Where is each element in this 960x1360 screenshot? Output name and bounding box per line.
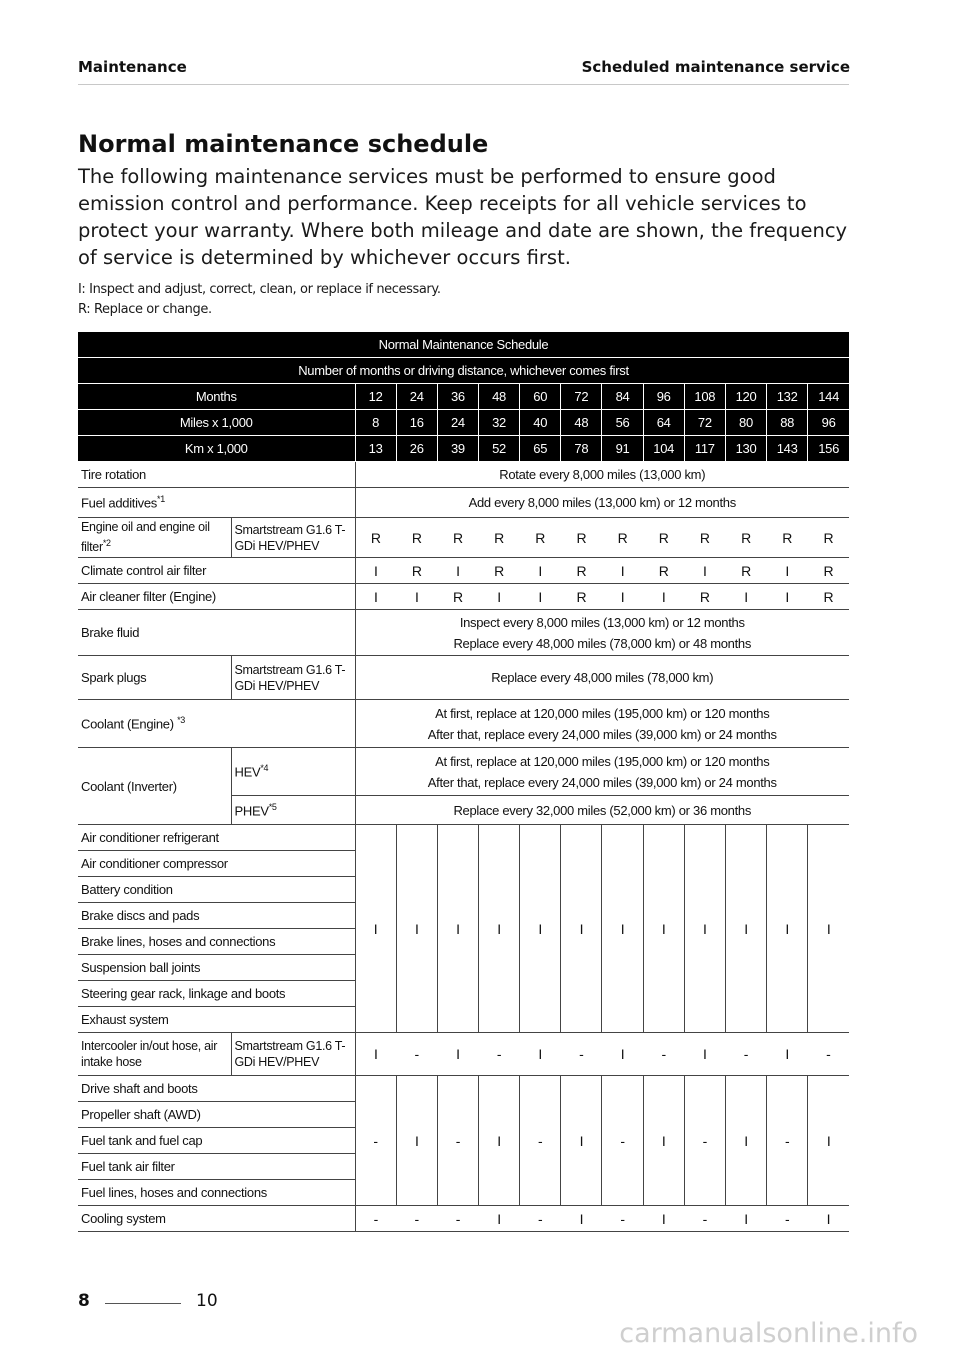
schedule-cell: I	[437, 558, 478, 584]
months-row	[78, 384, 849, 410]
schedule-cell: R	[684, 518, 725, 558]
table-row	[78, 488, 849, 518]
schedule-cell: R	[396, 558, 437, 584]
row-label: Suspension ball joints	[78, 955, 355, 981]
table-row	[78, 700, 849, 748]
schedule-cell: I	[520, 825, 561, 1033]
schedule-cell: R	[561, 558, 602, 584]
schedule-cell: -	[602, 1206, 643, 1232]
schedule-cell: R	[808, 558, 849, 584]
row-text: Rotate every 8,000 miles (13,000 km)	[355, 462, 849, 488]
row-label: Brake discs and pads	[78, 903, 355, 929]
schedule-cell: -	[808, 1033, 849, 1076]
schedule-cell: R	[808, 584, 849, 610]
schedule-cell: I	[355, 584, 396, 610]
row-label: Brake lines, hoses and connections	[78, 929, 355, 955]
table-row	[78, 518, 849, 558]
month-cell: 108	[684, 384, 725, 410]
km-cell: 130	[725, 436, 766, 462]
schedule-cell: I	[808, 825, 849, 1033]
schedule-cell: -	[684, 1206, 725, 1232]
schedule-cell: -	[767, 1206, 808, 1232]
miles-cell: 24	[437, 410, 478, 436]
month-cell: 96	[643, 384, 684, 410]
schedule-cell: I	[767, 825, 808, 1033]
footnote-marker: *4	[260, 763, 269, 774]
schedule-cell: I	[725, 1206, 766, 1232]
table-row	[78, 610, 849, 656]
miles-cell: 80	[725, 410, 766, 436]
schedule-cell: I	[602, 584, 643, 610]
row-label: Spark plugs	[78, 656, 231, 700]
row-text-line: Replace every 48,000 miles (78,000 km) or 48 months	[453, 635, 752, 651]
schedule-cell: -	[520, 1206, 561, 1232]
schedule-cell: I	[520, 1033, 561, 1076]
schedule-cell: I	[725, 1076, 766, 1206]
table-row	[78, 1206, 849, 1232]
intro-paragraph: The following maintenance services must be performed to ensure good emission control and performance. Keep receipts for all vehicle services to protect your warranty. Where both mileage and date are shown, the frequency of service is determined by whichever occurs first.	[78, 165, 848, 269]
footnote-marker: *1	[157, 494, 165, 505]
row-label: Coolant (Engine) $^{*3}$	[78, 700, 355, 748]
schedule-cell: I	[643, 825, 684, 1033]
schedule-cell: I	[767, 584, 808, 610]
row-text	[355, 748, 849, 796]
schedule-cell: -	[643, 1033, 684, 1076]
schedule-cell: I	[520, 584, 561, 610]
footnote-marker: *3	[177, 715, 185, 726]
schedule-cell: R	[643, 518, 684, 558]
row-label: Fuel tank and fuel cap	[78, 1128, 355, 1154]
footnote-marker: *5	[268, 801, 277, 812]
km-row	[78, 436, 849, 462]
footnote-marker: *2	[102, 538, 111, 549]
month-cell: 48	[478, 384, 519, 410]
month-cell: 36	[437, 384, 478, 410]
schedule-cell: I	[478, 1206, 519, 1232]
miles-cell: 64	[643, 410, 684, 436]
schedule-cell: I	[355, 558, 396, 584]
miles-row	[78, 410, 849, 436]
schedule-cell: I	[602, 558, 643, 584]
row-label: Propeller shaft (AWD)	[78, 1102, 355, 1128]
table-title: Normal Maintenance Schedule	[78, 332, 849, 358]
header-section: Maintenance	[78, 58, 187, 76]
km-cell: 91	[602, 436, 643, 462]
km-cell: 117	[684, 436, 725, 462]
km-label: Km x 1,000	[78, 436, 355, 462]
schedule-cell: I	[808, 1076, 849, 1206]
maintenance-table	[78, 332, 849, 1232]
schedule-cell: I	[602, 1033, 643, 1076]
schedule-cell: -	[355, 1076, 396, 1206]
schedule-cell: -	[602, 1076, 643, 1206]
schedule-cell: -	[437, 1206, 478, 1232]
row-label: Battery condition	[78, 877, 355, 903]
row-text: Replace every 32,000 miles (52,000 km) or 36 months	[355, 796, 849, 825]
km-cell: 13	[355, 436, 396, 462]
row-text: Add every 8,000 miles (13,000 km) or 12 months	[355, 488, 849, 518]
miles-cell: 72	[684, 410, 725, 436]
row-text: Replace every 48,000 miles (78,000 km)	[355, 656, 849, 700]
schedule-cell: I	[396, 1076, 437, 1206]
schedule-cell: R	[478, 558, 519, 584]
miles-cell: 40	[520, 410, 561, 436]
table-row	[78, 825, 849, 851]
schedule-cell: R	[602, 518, 643, 558]
schedule-cell: R	[725, 558, 766, 584]
table-row	[78, 558, 849, 584]
schedule-cell: R	[437, 518, 478, 558]
row-label: Fuel lines, hoses and connections	[78, 1180, 355, 1206]
schedule-cell: -	[767, 1076, 808, 1206]
schedule-cell: R	[355, 518, 396, 558]
miles-label: Miles x 1,000	[78, 410, 355, 436]
row-text	[355, 610, 849, 656]
schedule-cell: R	[561, 518, 602, 558]
schedule-cell: -	[355, 1206, 396, 1232]
legend-inspect: I: Inspect and adjust, correct, clean, or replace if necessary.	[78, 282, 441, 297]
month-cell: 60	[520, 384, 561, 410]
km-cell: 26	[396, 436, 437, 462]
row-label: Fuel tank air filter	[78, 1154, 355, 1180]
engine-type: Smartstream G1.6 T-GDi HEV/PHEV	[231, 518, 355, 558]
schedule-cell: -	[725, 1033, 766, 1076]
schedule-cell: R	[437, 584, 478, 610]
table-subtitle-row	[78, 358, 849, 384]
schedule-cell: I	[478, 584, 519, 610]
row-label: Steering gear rack, linkage and boots	[78, 981, 355, 1007]
month-cell: 12	[355, 384, 396, 410]
legend-replace: R: Replace or change.	[78, 302, 212, 317]
row-label: Intercooler in/out hose, air intake hose	[78, 1033, 231, 1076]
schedule-cell: I	[437, 1033, 478, 1076]
month-cell: 72	[561, 384, 602, 410]
schedule-cell: I	[684, 1033, 725, 1076]
km-cell: 65	[520, 436, 561, 462]
km-cell: 52	[478, 436, 519, 462]
km-cell: 143	[767, 436, 808, 462]
schedule-cell: I	[396, 584, 437, 610]
schedule-cell: I	[355, 1033, 396, 1076]
km-cell: 156	[808, 436, 849, 462]
km-cell: 104	[643, 436, 684, 462]
watermark: carmanualsonline.info	[619, 1318, 918, 1349]
miles-cell: 16	[396, 410, 437, 436]
row-label: Air conditioner compressor	[78, 851, 355, 877]
month-cell: 144	[808, 384, 849, 410]
row-text	[355, 700, 849, 748]
schedule-cell: R	[643, 558, 684, 584]
row-label: Air conditioner refrigerant	[78, 825, 355, 851]
miles-cell: 48	[561, 410, 602, 436]
schedule-cell: I	[767, 1033, 808, 1076]
schedule-cell: -	[478, 1033, 519, 1076]
row-text-line: Inspect every 8,000 miles (13,000 km) or 12 months	[459, 614, 745, 630]
table-row	[78, 584, 849, 610]
row-label: Air cleaner filter (Engine)	[78, 584, 355, 610]
km-cell: 39	[437, 436, 478, 462]
table-subtitle: Number of months or driving distance, whichever comes first	[78, 358, 849, 384]
schedule-cell: I	[684, 825, 725, 1033]
schedule-cell: I	[561, 1206, 602, 1232]
row-label: Climate control air filter	[78, 558, 355, 584]
row-text-line: At first, replace at 120,000 miles (195,000 km) or 120 months	[435, 753, 770, 769]
engine-type: Smartstream G1.6 T-GDi HEV/PHEV	[231, 1033, 355, 1076]
schedule-cell: -	[396, 1033, 437, 1076]
schedule-cell: I	[561, 1076, 602, 1206]
footer-section-number: 8	[78, 1291, 90, 1311]
miles-cell: 56	[602, 410, 643, 436]
schedule-cell: I	[725, 584, 766, 610]
schedule-cell: I	[643, 584, 684, 610]
schedule-cell: R	[725, 518, 766, 558]
schedule-cell: I	[355, 825, 396, 1033]
month-cell: 84	[602, 384, 643, 410]
miles-cell: 88	[767, 410, 808, 436]
schedule-cell: R	[767, 518, 808, 558]
variant-label: PHEV$^{*5}$	[231, 796, 355, 825]
schedule-cell: I	[520, 558, 561, 584]
schedule-cell: I	[437, 825, 478, 1033]
row-label: Exhaust system	[78, 1007, 355, 1033]
month-cell: 132	[767, 384, 808, 410]
schedule-cell: -	[396, 1206, 437, 1232]
schedule-cell: -	[520, 1076, 561, 1206]
schedule-cell: I	[643, 1076, 684, 1206]
miles-cell: 96	[808, 410, 849, 436]
schedule-cell: R	[808, 518, 849, 558]
schedule-cell: R	[684, 584, 725, 610]
table-row	[78, 748, 849, 796]
schedule-cell: I	[808, 1206, 849, 1232]
row-label: Brake fluid	[78, 610, 355, 656]
variant-label: HEV$^{*4}$	[231, 748, 355, 796]
engine-type: Smartstream G1.6 T-GDi HEV/PHEV	[231, 656, 355, 700]
schedule-cell: R	[396, 518, 437, 558]
table-row	[78, 1033, 849, 1076]
schedule-cell: I	[478, 1076, 519, 1206]
schedule-cell: I	[643, 1206, 684, 1232]
table-row	[78, 656, 849, 700]
miles-cell: 8	[355, 410, 396, 436]
footer-divider	[105, 1303, 181, 1304]
row-label: Drive shaft and boots	[78, 1076, 355, 1102]
schedule-cell: -	[561, 1033, 602, 1076]
table-title-row	[78, 332, 849, 358]
schedule-cell: I	[602, 825, 643, 1033]
schedule-cell: R	[561, 584, 602, 610]
schedule-cell: I	[725, 825, 766, 1033]
header-chapter: Scheduled maintenance service	[581, 58, 850, 76]
row-text-line: After that, replace every 24,000 miles (39,000 km) or 24 months	[427, 774, 777, 790]
schedule-cell: R	[478, 518, 519, 558]
row-label: Tire rotation	[78, 462, 355, 488]
row-text-line: After that, replace every 24,000 miles (39,000 km) or 24 months	[427, 726, 777, 742]
months-label: Months	[78, 384, 355, 410]
miles-cell: 32	[478, 410, 519, 436]
schedule-cell: I	[478, 825, 519, 1033]
schedule-cell: I	[561, 825, 602, 1033]
month-cell: 120	[725, 384, 766, 410]
footer-page-number: 10	[196, 1291, 218, 1311]
schedule-cell: I	[396, 825, 437, 1033]
page-title: Normal maintenance schedule	[78, 130, 489, 158]
row-label: Fuel additives$^{*1}$	[78, 488, 355, 518]
schedule-cell: -	[437, 1076, 478, 1206]
schedule-cell: R	[520, 518, 561, 558]
row-label: Cooling system	[78, 1206, 355, 1232]
row-label: Coolant (Inverter)	[78, 748, 231, 825]
row-text-line: At first, replace at 120,000 miles (195,000 km) or 120 months	[435, 705, 770, 721]
table-row	[78, 462, 849, 488]
header-divider	[78, 84, 849, 85]
row-label: Engine oil and engine oil filter$^{*2}$	[78, 518, 231, 558]
schedule-cell: -	[684, 1076, 725, 1206]
schedule-cell: I	[767, 558, 808, 584]
table-row	[78, 1076, 849, 1102]
month-cell: 24	[396, 384, 437, 410]
km-cell: 78	[561, 436, 602, 462]
schedule-cell: I	[684, 558, 725, 584]
